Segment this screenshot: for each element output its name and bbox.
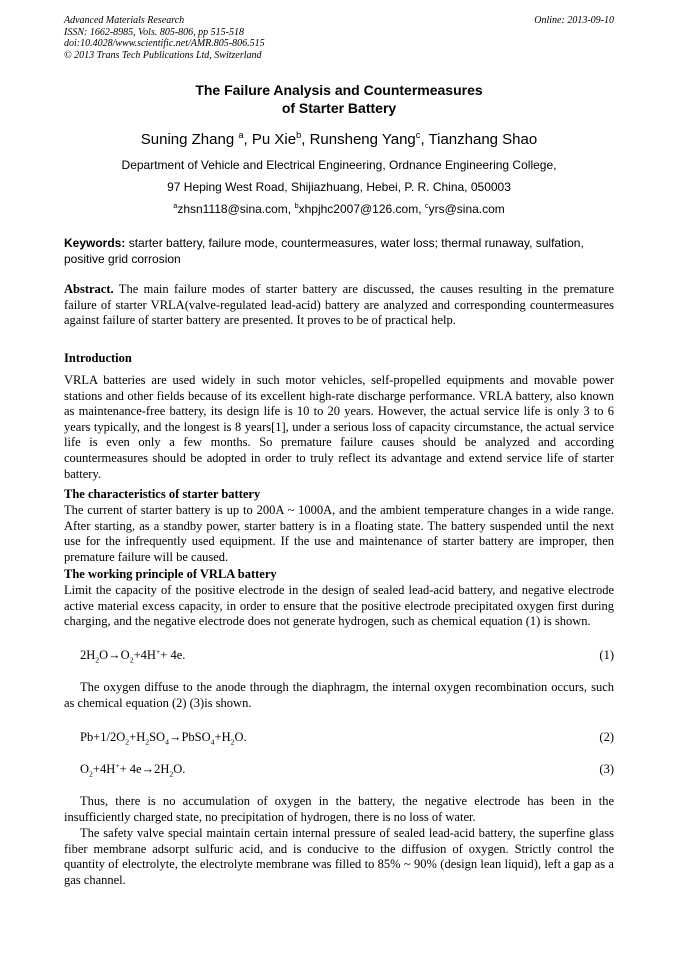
principle-heading: The working principle of VRLA battery xyxy=(64,567,277,581)
eq1-part: 2H xyxy=(80,648,96,662)
email-a-sup: a xyxy=(173,201,178,210)
eq3-part: +4H xyxy=(92,762,116,776)
journal-header xyxy=(64,15,265,61)
equation-1 xyxy=(80,648,614,663)
author-2: Pu Xie xyxy=(251,131,297,148)
eq2-part: +H xyxy=(214,730,231,744)
affiliation-line-2: 97 Heping West Road, Shijiazhuang, Hebei, P. R. China, 050003 xyxy=(167,180,511,194)
author-1-sup: a xyxy=(238,130,244,140)
email-line xyxy=(0,202,678,216)
eq2-part: O. xyxy=(234,730,247,744)
eq2-part: Pb+1/2O xyxy=(80,730,126,744)
eq2-sub: 4 xyxy=(165,737,169,747)
email-a[interactable]: zhsn1118@sina.com, xyxy=(177,202,295,216)
author-4: Tianzhang Shao xyxy=(428,131,538,148)
eq1-part: O→O xyxy=(99,648,130,662)
keywords-label: Keywords: xyxy=(64,236,126,250)
equation-1-number: (1) xyxy=(599,648,614,662)
equation-3 xyxy=(80,762,614,777)
eq1-sup: + xyxy=(155,646,161,656)
eq2-sub: 2 xyxy=(125,737,130,747)
equation-2-number: (2) xyxy=(599,730,614,744)
characteristics-paragraph: The current of starter battery is up to 200A ~ 1000A, and the ambient temperature changes in a wide range. After starting, as a standby power, starter battery is in a floating state. The battery suspended until the next use for the infrequently used equipment. If the use and maintenance of starter battery are improper, then premature failure will be caused. xyxy=(64,503,614,564)
abstract-label: Abstract. xyxy=(64,282,114,296)
title-line-1: The Failure Analysis and Countermeasures xyxy=(195,82,483,98)
email-c[interactable]: yrs@sina.com xyxy=(428,202,505,216)
eq3-part: O xyxy=(80,762,90,776)
intro-heading: Introduction xyxy=(64,351,132,365)
eq3-part: + 4e→2H xyxy=(119,762,170,776)
eq1-sub: 2 xyxy=(129,655,134,665)
copyright-line: © 2013 Trans Tech Publications Ltd, Switzerland xyxy=(64,49,262,61)
eq2-sub: 2 xyxy=(230,737,235,747)
eq1-part: +4H xyxy=(133,648,156,662)
eq2-sub: 4 xyxy=(210,737,215,747)
email-b-sup: b xyxy=(294,201,299,210)
safety-valve-paragraph: The safety valve special maintain certain internal pressure of sealed lead-acid battery, the superfine glass fiber membrane adsorpt sulfuric acid, and is conducive to the diffusion of oxygen. Strictly control the quantity of electrolyte, the electrolyte membrane was filled to 85% ~ 90% (design lean liquid), left a gap as a gas channel. xyxy=(64,826,614,887)
thus-paragraph: Thus, there is no accumulation of oxygen in the battery, the negative electrode has been in the insufficiently charged state, no precipitation of hydrogen, there is no loss of water. xyxy=(64,794,614,824)
doi-line[interactable]: doi:10.4028/www.scientific.net/AMR.805-806.515 xyxy=(64,38,265,49)
eq3-sub: 2 xyxy=(89,769,93,779)
oxygen-paragraph: The oxygen diffuse to the anode through the diaphragm, the internal oxygen recombination occurs, such as chemical equation (2) (3)is shown. xyxy=(64,680,614,710)
issn-line: ISSN: 1662-8985, Vols. 805-806, pp 515-518 xyxy=(64,26,244,38)
abstract xyxy=(64,282,614,329)
characteristics-heading: The characteristics of starter battery xyxy=(64,487,261,501)
intro-paragraph: VRLA batteries are used widely in such motor vehicles, self-propelled equipments and movable power stations and other fields because of its excellent high-rate discharge performance. VRLA battery, also known as maintenance-free battery, its design life is 10 to 20 years. However, the actual service life is only 3 to 6 years typically, and the longest is 8 years[1], under a serious loss of capacity circumstance, the actual service life is even only a few months. So premature failure causes should be analyzed and according countermeasures should be adopted in order to truly reflect its advantage and extend service life of starter battery. xyxy=(64,373,614,481)
principle-paragraph: Limit the capacity of the positive electrode in the design of sealed lead-acid battery, and negative electrode active material excess capacity, in order to ensure that the positive electrode precipitated oxygen first during charging, and the negative electrode does not generate hydrogen, such as chemical equation (1) is shown. xyxy=(64,583,614,629)
eq1-sub: 2 xyxy=(95,655,100,665)
title-line-2: of Starter Battery xyxy=(281,99,397,116)
author-list: Suning Zhang $^a$, Pu Xie$^b$, Runsheng Yang$^c$, Tianzhang Shao xyxy=(140,130,538,148)
author-3-sup: c xyxy=(415,130,421,140)
eq2-part: →PbSO xyxy=(168,730,211,744)
eq2-part: SO xyxy=(149,730,166,744)
eq2-sub: 2 xyxy=(145,737,150,747)
author-2-sup: b xyxy=(296,130,302,140)
online-date: Online: 2013-09-10 xyxy=(534,15,614,26)
equation-2 xyxy=(80,730,614,745)
author-1: Suning Zhang xyxy=(140,131,235,148)
equation-3-number: (3) xyxy=(599,762,614,776)
eq1-part: + 4e. xyxy=(160,648,186,662)
email-b[interactable]: xhpjhc2007@126.com, xyxy=(298,202,425,216)
author-3: Runsheng Yang xyxy=(309,131,416,148)
affiliation-line-1: Department of Vehicle and Electrical Engineering, Ordnance Engineering College, xyxy=(121,158,557,172)
eq3-part: O. xyxy=(173,762,186,776)
keywords-text: starter battery, failure mode, countermeasures, water loss; thermal runaway, sulfation, positive grid corrosion xyxy=(64,236,584,266)
abstract-text: The main failure modes of starter battery are discussed, the causes resulting in the premature failure of starter VRLA(valve-regulated lead-acid) battery are analyzed and corresponding countermeasures against failure of starter battery are presented. It proves to be of practical help. xyxy=(64,282,614,328)
eq2-part: +H xyxy=(129,730,146,744)
eq3-sub: 2 xyxy=(169,769,174,779)
eq3-sup: + xyxy=(115,760,120,770)
journal-name: Advanced Materials Research xyxy=(64,15,185,26)
paper-title xyxy=(0,82,678,117)
email-c-sup: c xyxy=(424,201,429,210)
keywords xyxy=(64,236,614,267)
